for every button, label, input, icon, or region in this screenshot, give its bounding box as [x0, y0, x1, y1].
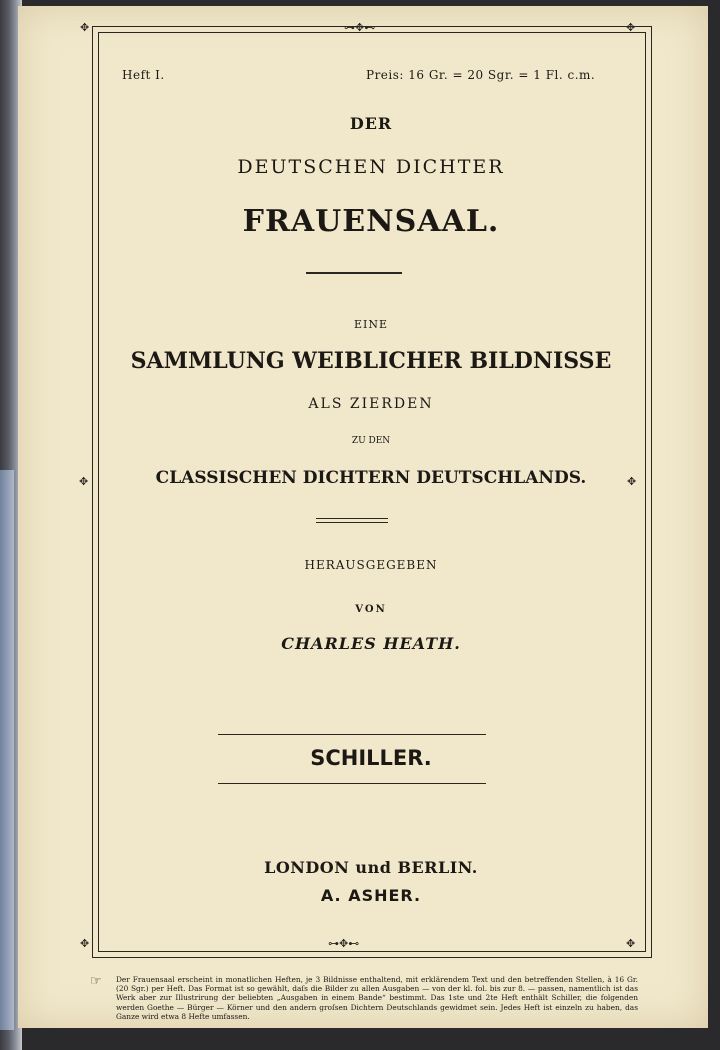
herausgegeben: HERAUSGEGEBEN — [304, 558, 438, 572]
spine-edge — [0, 470, 14, 1030]
footnote: Der Frauensaal erscheint in monatlichen Heften, je 3 Bildnisse enthaltend, mit erklärendem Text und den betreffenden Stellen, à 16 Gr. (20 Sgr.) per Heft. Das Format ist so gewählt, daſs die Bilder zu allen Ausgaben — von der kl. fol. bis zur 8. — passen, namentlich ist das Werk aber zur Illustrirung der beliebten „Ausgaben in einem Bande“ bestimmt. Das 1ste und 2te Heft enthält Schiller, die folgenden werden Goethe — Bürger — Körner und den andern groſsen Dichtern Deutschlands gewidmet sein. Jedes Heft ist einzeln zu haben, das Ganze wird etwa 8 Hefte umfassen. — [116, 975, 638, 1021]
price: Preis: 16 Gr. = 20 Sgr. = 1 Fl. c.m. — [366, 68, 596, 82]
zu-den: ZU DEN — [351, 436, 391, 446]
subtitle-classischen: CLASSISCHEN DICHTERN DEUTSCHLANDS. — [155, 468, 587, 488]
subtitle-main: SAMMLUNG WEIBLICHER BILDNISSE — [130, 348, 612, 374]
side-ornament-icon: ✥ — [627, 475, 637, 488]
divider — [218, 783, 486, 784]
bottom-ornament-icon: ⊶✥⊷ — [328, 937, 360, 950]
divider — [306, 272, 402, 274]
side-ornament-icon: ✥ — [79, 475, 89, 488]
issue-number: Heft I. — [122, 68, 165, 82]
pointing-hand-icon: ☞ — [90, 974, 102, 989]
title-line-1: DER — [349, 114, 393, 133]
corner-ornament-icon: ✥ — [80, 21, 90, 34]
corner-ornament-icon: ✥ — [626, 937, 636, 950]
title-page — [18, 6, 708, 1028]
als-zierden: ALS ZIERDEN — [308, 396, 434, 412]
top-ornament-icon: ⊶✥⊷ — [344, 21, 376, 34]
publisher: A. ASHER. — [320, 886, 422, 905]
eine-label: EINE — [353, 318, 389, 331]
volume-title: SCHILLER. — [310, 746, 432, 770]
divider — [218, 734, 486, 735]
divider — [316, 518, 388, 519]
corner-ornament-icon: ✥ — [626, 21, 636, 34]
imprint-cities: LONDON und BERLIN. — [264, 858, 478, 877]
editor-name: CHARLES HEATH. — [281, 634, 461, 653]
title-line-2: DEUTSCHEN DICHTER — [237, 156, 505, 178]
corner-ornament-icon: ✥ — [80, 937, 90, 950]
divider — [316, 522, 388, 523]
von: VON — [355, 604, 387, 615]
page-title: FRAUENSAAL. — [242, 204, 500, 239]
